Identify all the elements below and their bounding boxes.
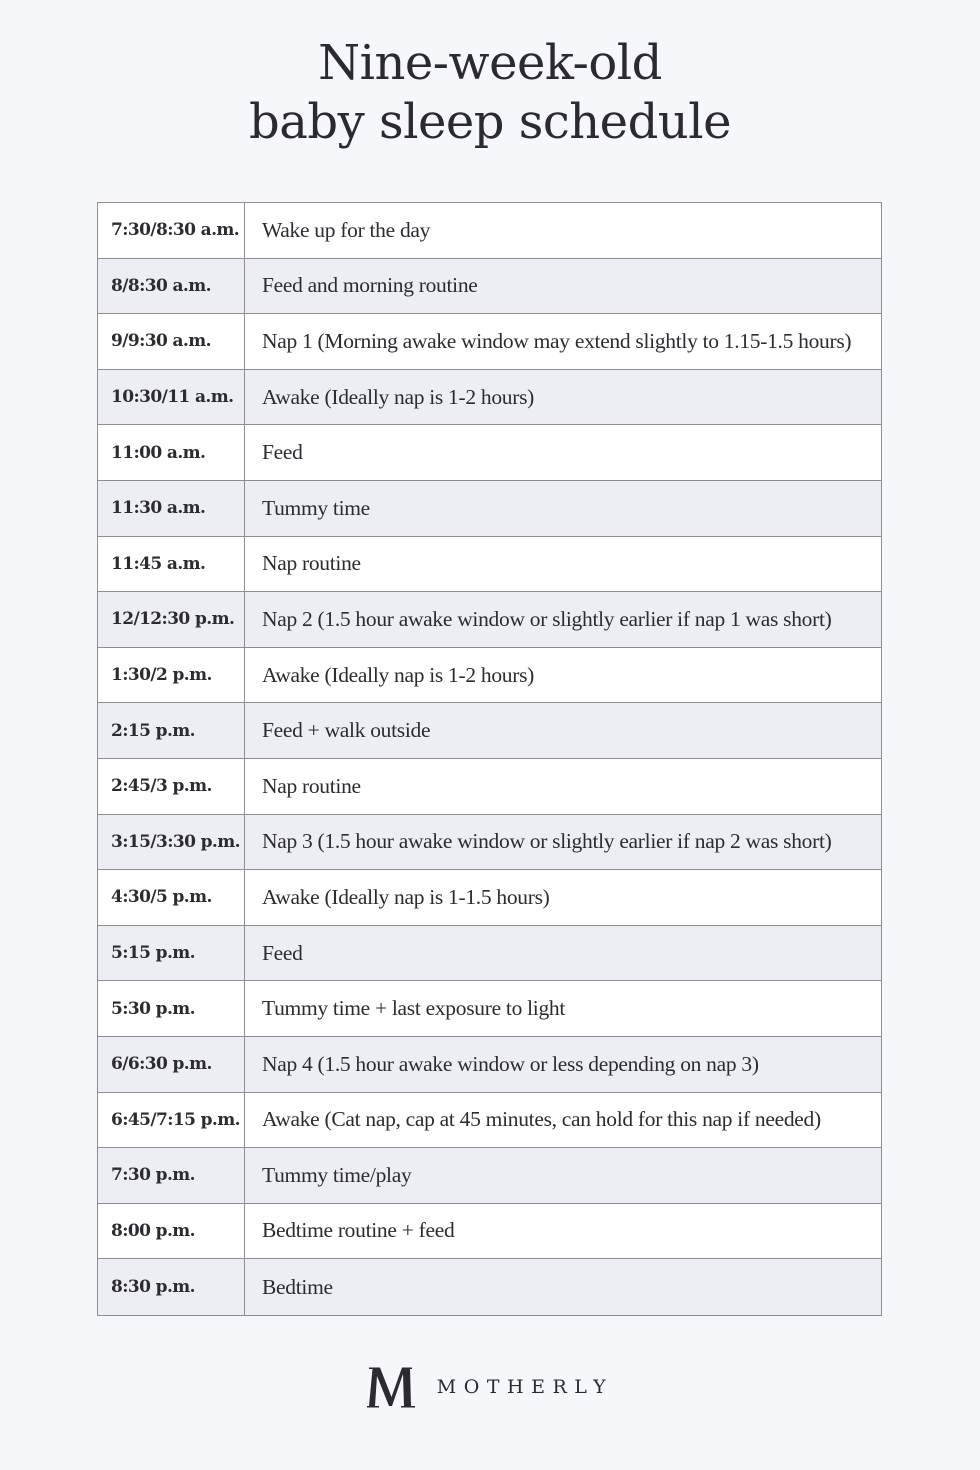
schedule-time: 10:30/11 a.m.	[98, 370, 245, 425]
schedule-row	[98, 1093, 881, 1149]
schedule-time: 11:00 a.m.	[98, 425, 245, 480]
schedule-activity: Awake (Ideally nap is 1-2 hours)	[262, 662, 535, 687]
schedule-activity: Feed	[262, 940, 303, 965]
schedule-row	[98, 259, 881, 315]
schedule-time: 7:30 p.m.	[98, 1148, 245, 1203]
schedule-time: 2:15 p.m.	[98, 703, 245, 758]
schedule-row	[98, 870, 881, 926]
schedule-row	[98, 370, 881, 426]
schedule-row	[98, 592, 881, 648]
schedule-activity: Nap 4 (1.5 hour awake window or less depending on nap 3)	[262, 1051, 759, 1076]
schedule-row	[98, 981, 881, 1037]
schedule-row	[98, 703, 881, 759]
schedule-activity: Feed and morning routine	[262, 273, 478, 298]
title-line-1: Nine-week-old	[318, 35, 662, 91]
schedule-row	[98, 1259, 881, 1315]
brand-name: MOTHERLY	[436, 1376, 614, 1398]
schedule-activity: Feed + walk outside	[262, 718, 431, 743]
brand-footer	[0, 1366, 980, 1408]
schedule-row	[98, 759, 881, 815]
schedule-time: 6:45/7:15 p.m.	[98, 1093, 245, 1148]
schedule-activity: Feed	[262, 440, 303, 465]
schedule-time: 12/12:30 p.m.	[98, 592, 245, 647]
schedule-time: 5:30 p.m.	[98, 981, 245, 1036]
schedule-activity: Nap 2 (1.5 hour awake window or slightly earlier if nap 1 was short)	[262, 606, 832, 631]
schedule-time: 2:45/3 p.m.	[98, 759, 245, 814]
schedule-row	[98, 815, 881, 871]
schedule-row	[98, 1037, 881, 1093]
schedule-activity: Awake (Cat nap, cap at 45 minutes, can hold for this nap if needed)	[262, 1107, 821, 1132]
schedule-time: 6/6:30 p.m.	[98, 1037, 245, 1092]
schedule-row	[98, 537, 881, 593]
schedule-row	[98, 648, 881, 704]
schedule-time: 7:30/8:30 a.m.	[98, 203, 245, 258]
schedule-row	[98, 926, 881, 982]
schedule-time: 1:30/2 p.m.	[98, 648, 245, 703]
schedule-row	[98, 203, 881, 259]
schedule-row	[98, 314, 881, 370]
schedule-activity: Nap 1 (Morning awake window may extend slightly to 1.15-1.5 hours)	[262, 328, 852, 353]
schedule-time: 9/9:30 a.m.	[98, 314, 245, 369]
schedule-time: 4:30/5 p.m.	[98, 870, 245, 925]
schedule-activity: Awake (Ideally nap is 1-1.5 hours)	[262, 884, 550, 909]
schedule-time: 3:15/3:30 p.m.	[98, 815, 245, 870]
schedule-activity: Tummy time	[262, 495, 370, 520]
schedule-row	[98, 425, 881, 481]
schedule-time: 11:30 a.m.	[98, 481, 245, 536]
schedule-activity: Awake (Ideally nap is 1-2 hours)	[262, 384, 535, 409]
schedule-activity: Nap 3 (1.5 hour awake window or slightly earlier if nap 2 was short)	[262, 829, 832, 854]
schedule-time: 11:45 a.m.	[98, 537, 245, 592]
schedule-activity: Nap routine	[262, 551, 361, 576]
motherly-m-logo-icon	[367, 1366, 417, 1408]
schedule-row	[98, 1204, 881, 1260]
page-title	[0, 34, 980, 152]
schedule-activity: Bedtime	[262, 1274, 333, 1299]
schedule-activity: Nap routine	[262, 773, 361, 798]
schedule-time: 8:00 p.m.	[98, 1204, 245, 1259]
schedule-time: 8:30 p.m.	[98, 1259, 245, 1315]
schedule-time: 8/8:30 a.m.	[98, 259, 245, 314]
schedule-activity: Wake up for the day	[262, 217, 431, 242]
schedule-table	[97, 202, 882, 1316]
schedule-time: 5:15 p.m.	[98, 926, 245, 981]
schedule-activity: Bedtime routine + feed	[262, 1218, 455, 1243]
schedule-row	[98, 481, 881, 537]
schedule-activity: Tummy time/play	[262, 1162, 412, 1187]
schedule-row	[98, 1148, 881, 1204]
title-line-2: baby sleep schedule	[249, 94, 731, 150]
schedule-activity: Tummy time + last exposure to light	[262, 996, 566, 1021]
